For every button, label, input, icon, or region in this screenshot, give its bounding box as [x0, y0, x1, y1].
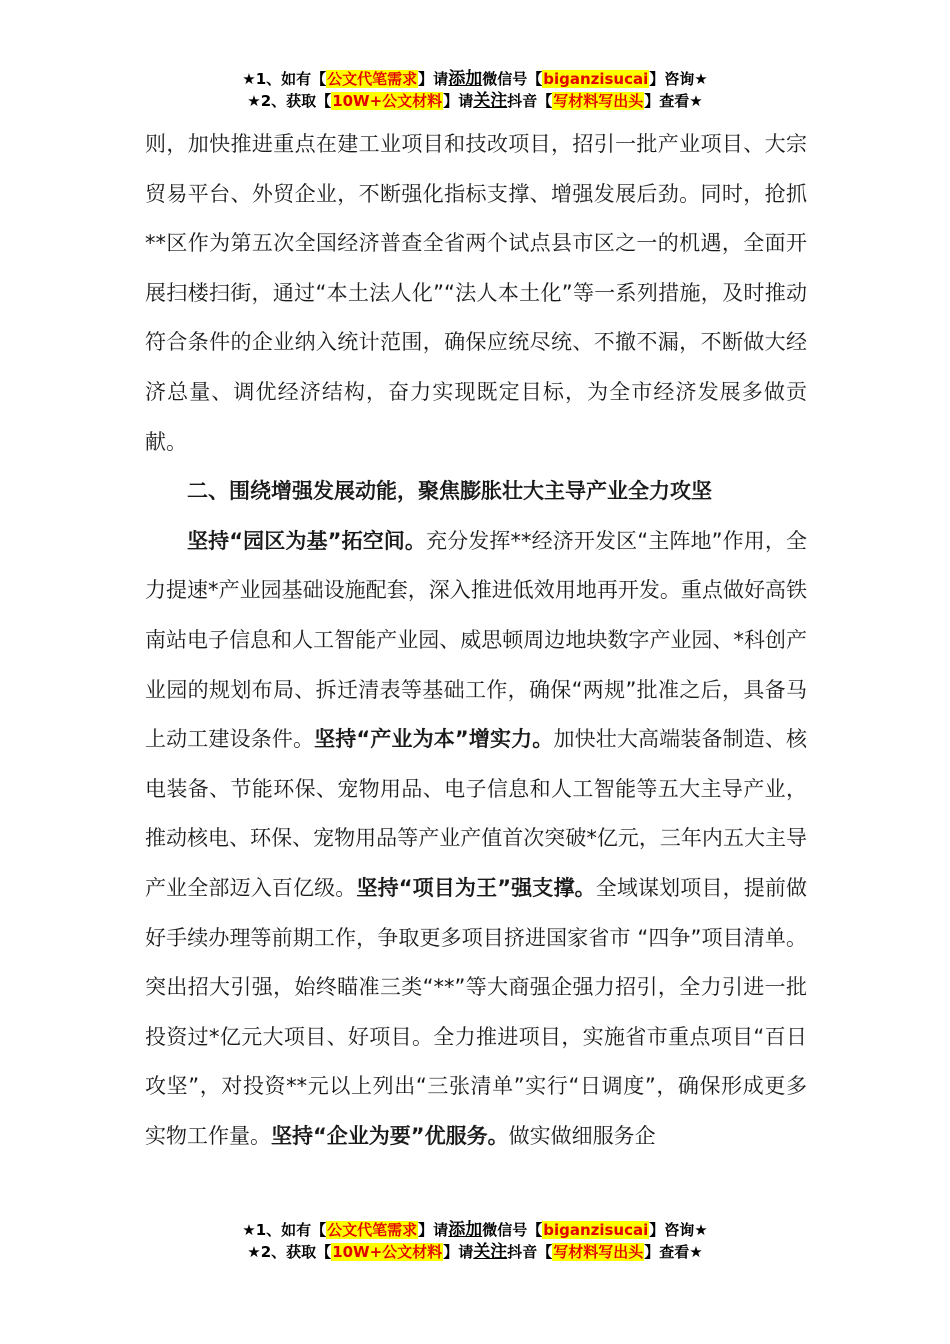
highlight-service: 公文代笔需求 — [327, 70, 418, 88]
bold-lead-3: 坚持“项目为王”强支撑。 — [356, 875, 596, 900]
highlight-wechat-id: biganzisucai — [543, 70, 649, 88]
highlight-douyin-name: 写材料写出头 — [553, 92, 644, 110]
bold-lead-4: 坚持“企业为要”优服务。 — [271, 1123, 509, 1148]
footer-banner — [0, 1219, 950, 1263]
paragraph-continuation: 则，加快推进重点在建工业项目和技改项目，招引一批产业项目、大宗贸易平台、外贸企业，不断强化指标支撑、增强发展后劲。同时，抢抓**区作为第五次全国经济普查全省两个试点县市区之一的机遇，全面开展扫楼扫街，通过“本土法人化”“法人本土化”等一系列措施，及时推动符合条件的企业纳入统计范围，确保应统尽统、不撤不漏，不断做大经济总量、调优经济结构，奋力实现既定目标，为全市经济发展多做贡献。 — [145, 132, 807, 454]
section-heading: 二、围绕增强发展动能，聚焦膨胀壮大主导产业全力攻坚 — [187, 479, 712, 504]
header-banner — [0, 68, 950, 112]
paragraph-industry: 坚持“园区为基”拓空间。充分发挥**经济开发区“主阵地”作用，全力提速*产业园基础设施配套，深入推进低效用地再开发。重点做好高铁南站电子信息和人工智能产业园、威思顿周边地块数字产业园、*科创产业园的规划布局、拆迁清表等基础工作，确保“两规”批准之后，具备马上动工建设条件。坚持“产业为本”增实力。加快壮大高端装备制造、核电装备、节能环保、宠物用品、电子信息和人工智能等五大主导产业，推动核电、环保、宠物用品等产业产值首次突破*亿元，三年内五大主导产业全部迈入百亿级。坚持“项目为王”强支撑。全域谋划项目，提前做好手续办理等前期工作，争取更多项目挤进国家省市 “四争”项目清单。突出招大引强，始终瞄准三类“**”等大商强企强力招引，全力引进一批投资过*亿元大项目、好项目。全力推进项目，实施省市重点项目“百日攻坚”，对投资**元以上列出“三张清单”实行“日调度”，确保形成更多实物工作量。坚持“企业为要”优服务。做实做细服务企 — [145, 528, 808, 1148]
banner-line-1: ★1、如有【公文代笔需求】请添加微信号【biganzisucai】咨询★ — [242, 69, 708, 89]
document-body — [145, 120, 807, 1161]
bold-lead-1: 坚持“园区为基”拓空间。 — [187, 528, 427, 553]
highlight-wechat-id: biganzisucai — [543, 1221, 649, 1239]
banner-line-2: ★2、获取【10W+公文材料】请关注抖音【写材料写出头】查看★ — [247, 91, 703, 111]
banner-line-2: ★2、获取【10W+公文材料】请关注抖音【写材料写出头】查看★ — [247, 1242, 703, 1262]
highlight-materials: 10W+公文材料 — [332, 92, 443, 110]
banner-line-1: ★1、如有【公文代笔需求】请添加微信号【biganzisucai】咨询★ — [242, 1220, 708, 1240]
highlight-douyin-name: 写材料写出头 — [553, 1243, 644, 1261]
bold-lead-2: 坚持“产业为本”增实力。 — [314, 727, 554, 752]
highlight-service: 公文代笔需求 — [327, 1221, 418, 1239]
highlight-materials: 10W+公文材料 — [332, 1243, 443, 1261]
